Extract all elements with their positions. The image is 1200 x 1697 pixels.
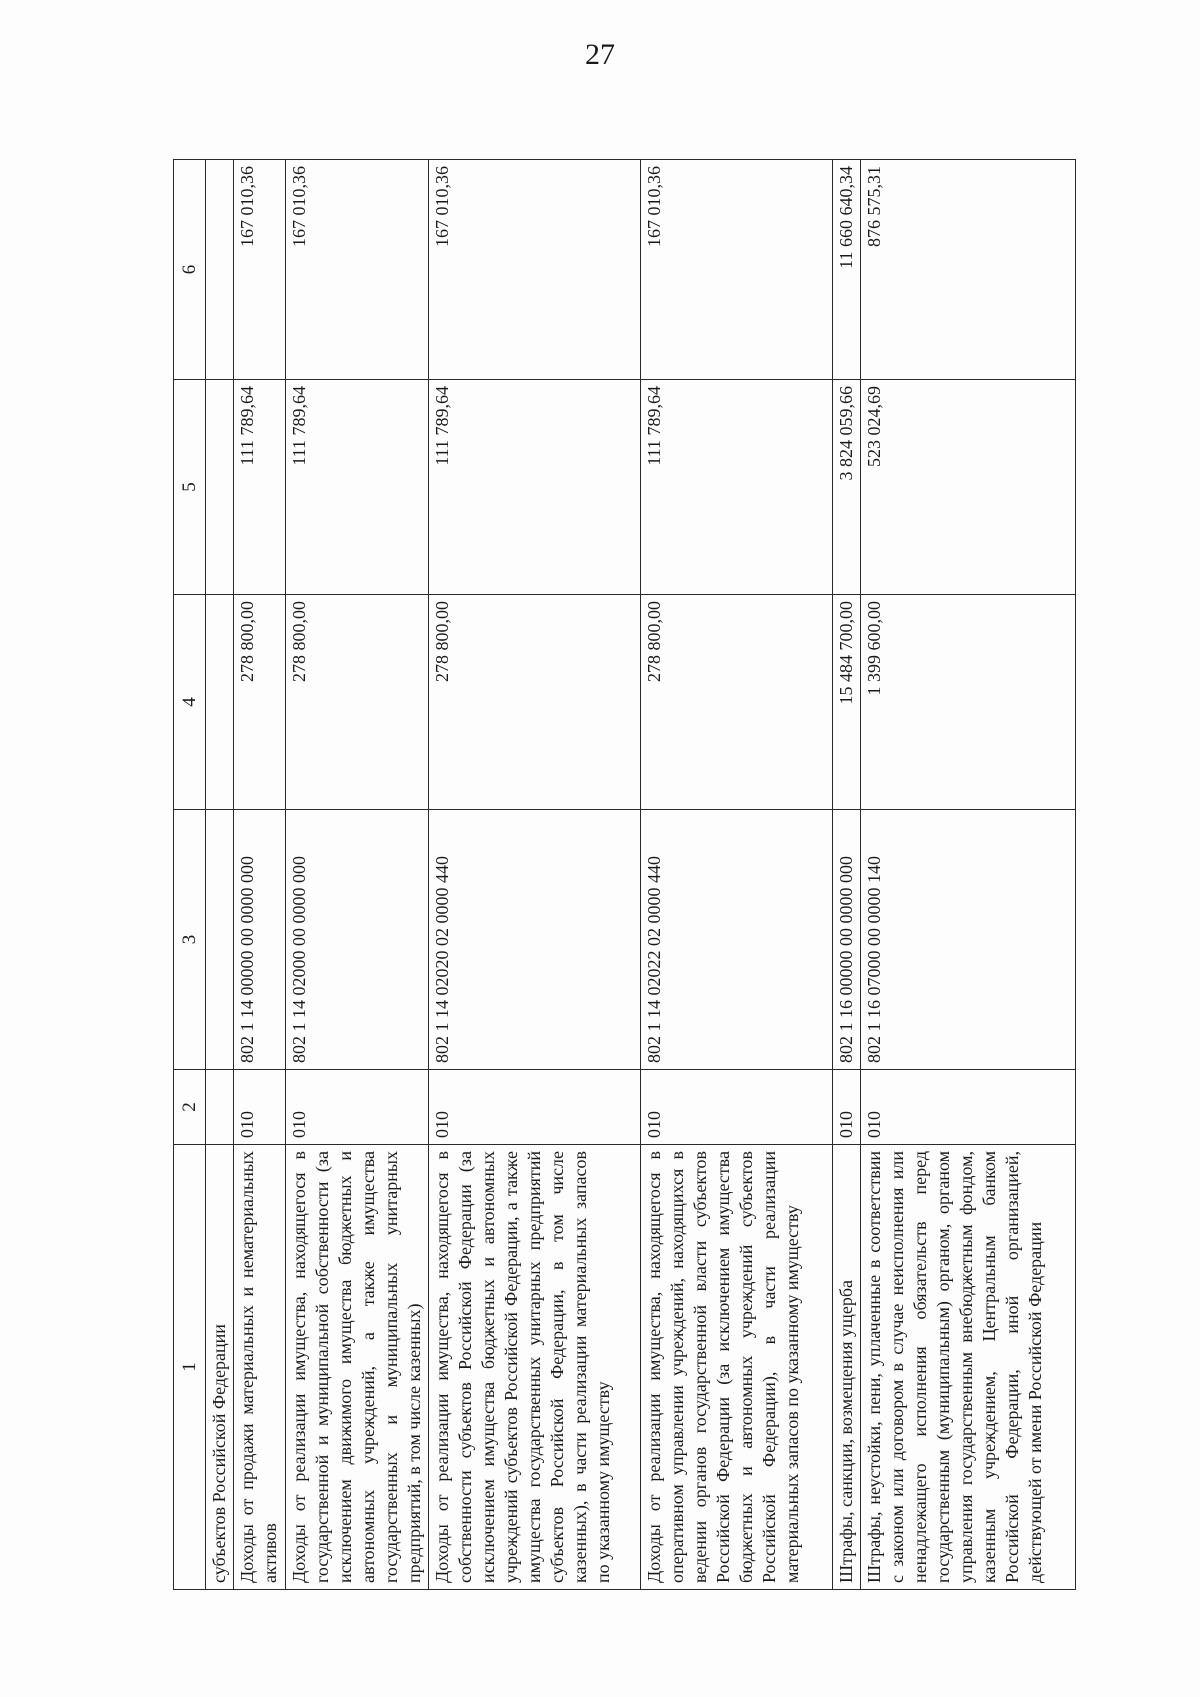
row-approved <box>206 595 234 810</box>
row-description: Доходы от реализации имущества, находящегося в государственной и муниципальной собственности (за исключением движимого имущества бюджетных и автономных учреждений, а также имущества государственных и муниципальных унитарных предприятий, в том числе казенных) <box>286 1145 429 1590</box>
row-line-code: 010 <box>234 1070 286 1145</box>
table-row <box>641 160 833 1590</box>
header-cell-1: 1 <box>174 1145 206 1590</box>
row-budget-code: 802 1 16 07000 00 0000 140 <box>861 810 1076 1070</box>
row-unexecuted <box>206 160 234 380</box>
row-approved: 278 800,00 <box>234 595 286 810</box>
row-unexecuted: 876 575,31 <box>861 160 1076 380</box>
row-description: Доходы от реализации имущества, находящегося в собственности субъектов Российской Федерации (за исключением имущества бюджетных и автономных учреждений субъектов Российской Федерации, а также имущества государственных унитарных предприятий субъектов Российской Федерации, в том числе казенных), в части реализации материальных запасов по указанному имуществу <box>429 1145 641 1590</box>
row-description: Штрафы, неустойки, пени, уплаченные в соответствии с законом или договором в случае неисполнения или ненадлежащего исполнения обязательств перед государственным (муниципальным) органом, органом управления государственным внебюджетным фондом, казенным учреждением, Центральным банком Российской Федерации, иной организацией, действующей от имени Российской Федерации <box>861 1145 1076 1590</box>
table-row <box>234 160 286 1590</box>
page-number: 27 <box>585 38 615 71</box>
row-executed: 3 824 059,66 <box>833 380 861 595</box>
row-description: Доходы от продажи материальных и нематериальных активов <box>234 1145 286 1590</box>
row-approved: 278 800,00 <box>286 595 429 810</box>
row-budget-code <box>206 810 234 1070</box>
table-row <box>429 160 641 1590</box>
row-executed: 523 024,69 <box>861 380 1076 595</box>
header-cell-4: 4 <box>174 595 206 810</box>
row-approved: 278 800,00 <box>641 595 833 810</box>
row-budget-code: 802 1 14 00000 00 0000 000 <box>234 810 286 1070</box>
row-line-code <box>206 1070 234 1145</box>
row-description: Штрафы, санкции, возмещения ущерба <box>833 1145 861 1590</box>
row-line-code: 010 <box>641 1070 833 1145</box>
row-executed: 111 789,64 <box>641 380 833 595</box>
row-budget-code: 802 1 14 02000 00 0000 000 <box>286 810 429 1070</box>
header-cell-2: 2 <box>174 1070 206 1145</box>
table-row <box>206 160 234 1590</box>
row-executed <box>206 380 234 595</box>
row-line-code: 010 <box>286 1070 429 1145</box>
table-row <box>861 160 1076 1590</box>
row-approved: 1 399 600,00 <box>861 595 1076 810</box>
row-line-code: 010 <box>833 1070 861 1145</box>
rotated-table-wrapper <box>173 160 1163 1590</box>
row-unexecuted: 167 010,36 <box>286 160 429 380</box>
row-approved: 278 800,00 <box>429 595 641 810</box>
row-line-code: 010 <box>429 1070 641 1145</box>
header-cell-5: 5 <box>174 380 206 595</box>
row-executed: 111 789,64 <box>286 380 429 595</box>
row-description: субъектов Российской Федерации <box>206 1145 234 1590</box>
header-row <box>174 160 206 1590</box>
row-unexecuted: 11 660 640,34 <box>833 160 861 380</box>
row-unexecuted: 167 010,36 <box>234 160 286 380</box>
row-budget-code: 802 1 14 02022 02 0000 440 <box>641 810 833 1070</box>
row-budget-code: 802 1 16 00000 00 0000 000 <box>833 810 861 1070</box>
row-approved: 15 484 700,00 <box>833 595 861 810</box>
row-line-code: 010 <box>861 1070 1076 1145</box>
header-cell-3: 3 <box>174 810 206 1070</box>
row-unexecuted: 167 010,36 <box>429 160 641 380</box>
row-budget-code: 802 1 14 02020 02 0000 440 <box>429 810 641 1070</box>
row-executed: 111 789,64 <box>234 380 286 595</box>
row-description: Доходы от реализации имущества, находящегося в оперативном управлении учреждений, находящихся в ведении органов государственной власти субъектов Российской Федерации (за исключением имущества бюджетных и автономных учреждений субъектов Российской Федерации), в части реализации материальных запасов по указанному имуществу <box>641 1145 833 1590</box>
income-table <box>173 159 1076 1590</box>
table-row <box>286 160 429 1590</box>
row-executed: 111 789,64 <box>429 380 641 595</box>
table-row <box>833 160 861 1590</box>
header-cell-6: 6 <box>174 160 206 380</box>
row-unexecuted: 167 010,36 <box>641 160 833 380</box>
